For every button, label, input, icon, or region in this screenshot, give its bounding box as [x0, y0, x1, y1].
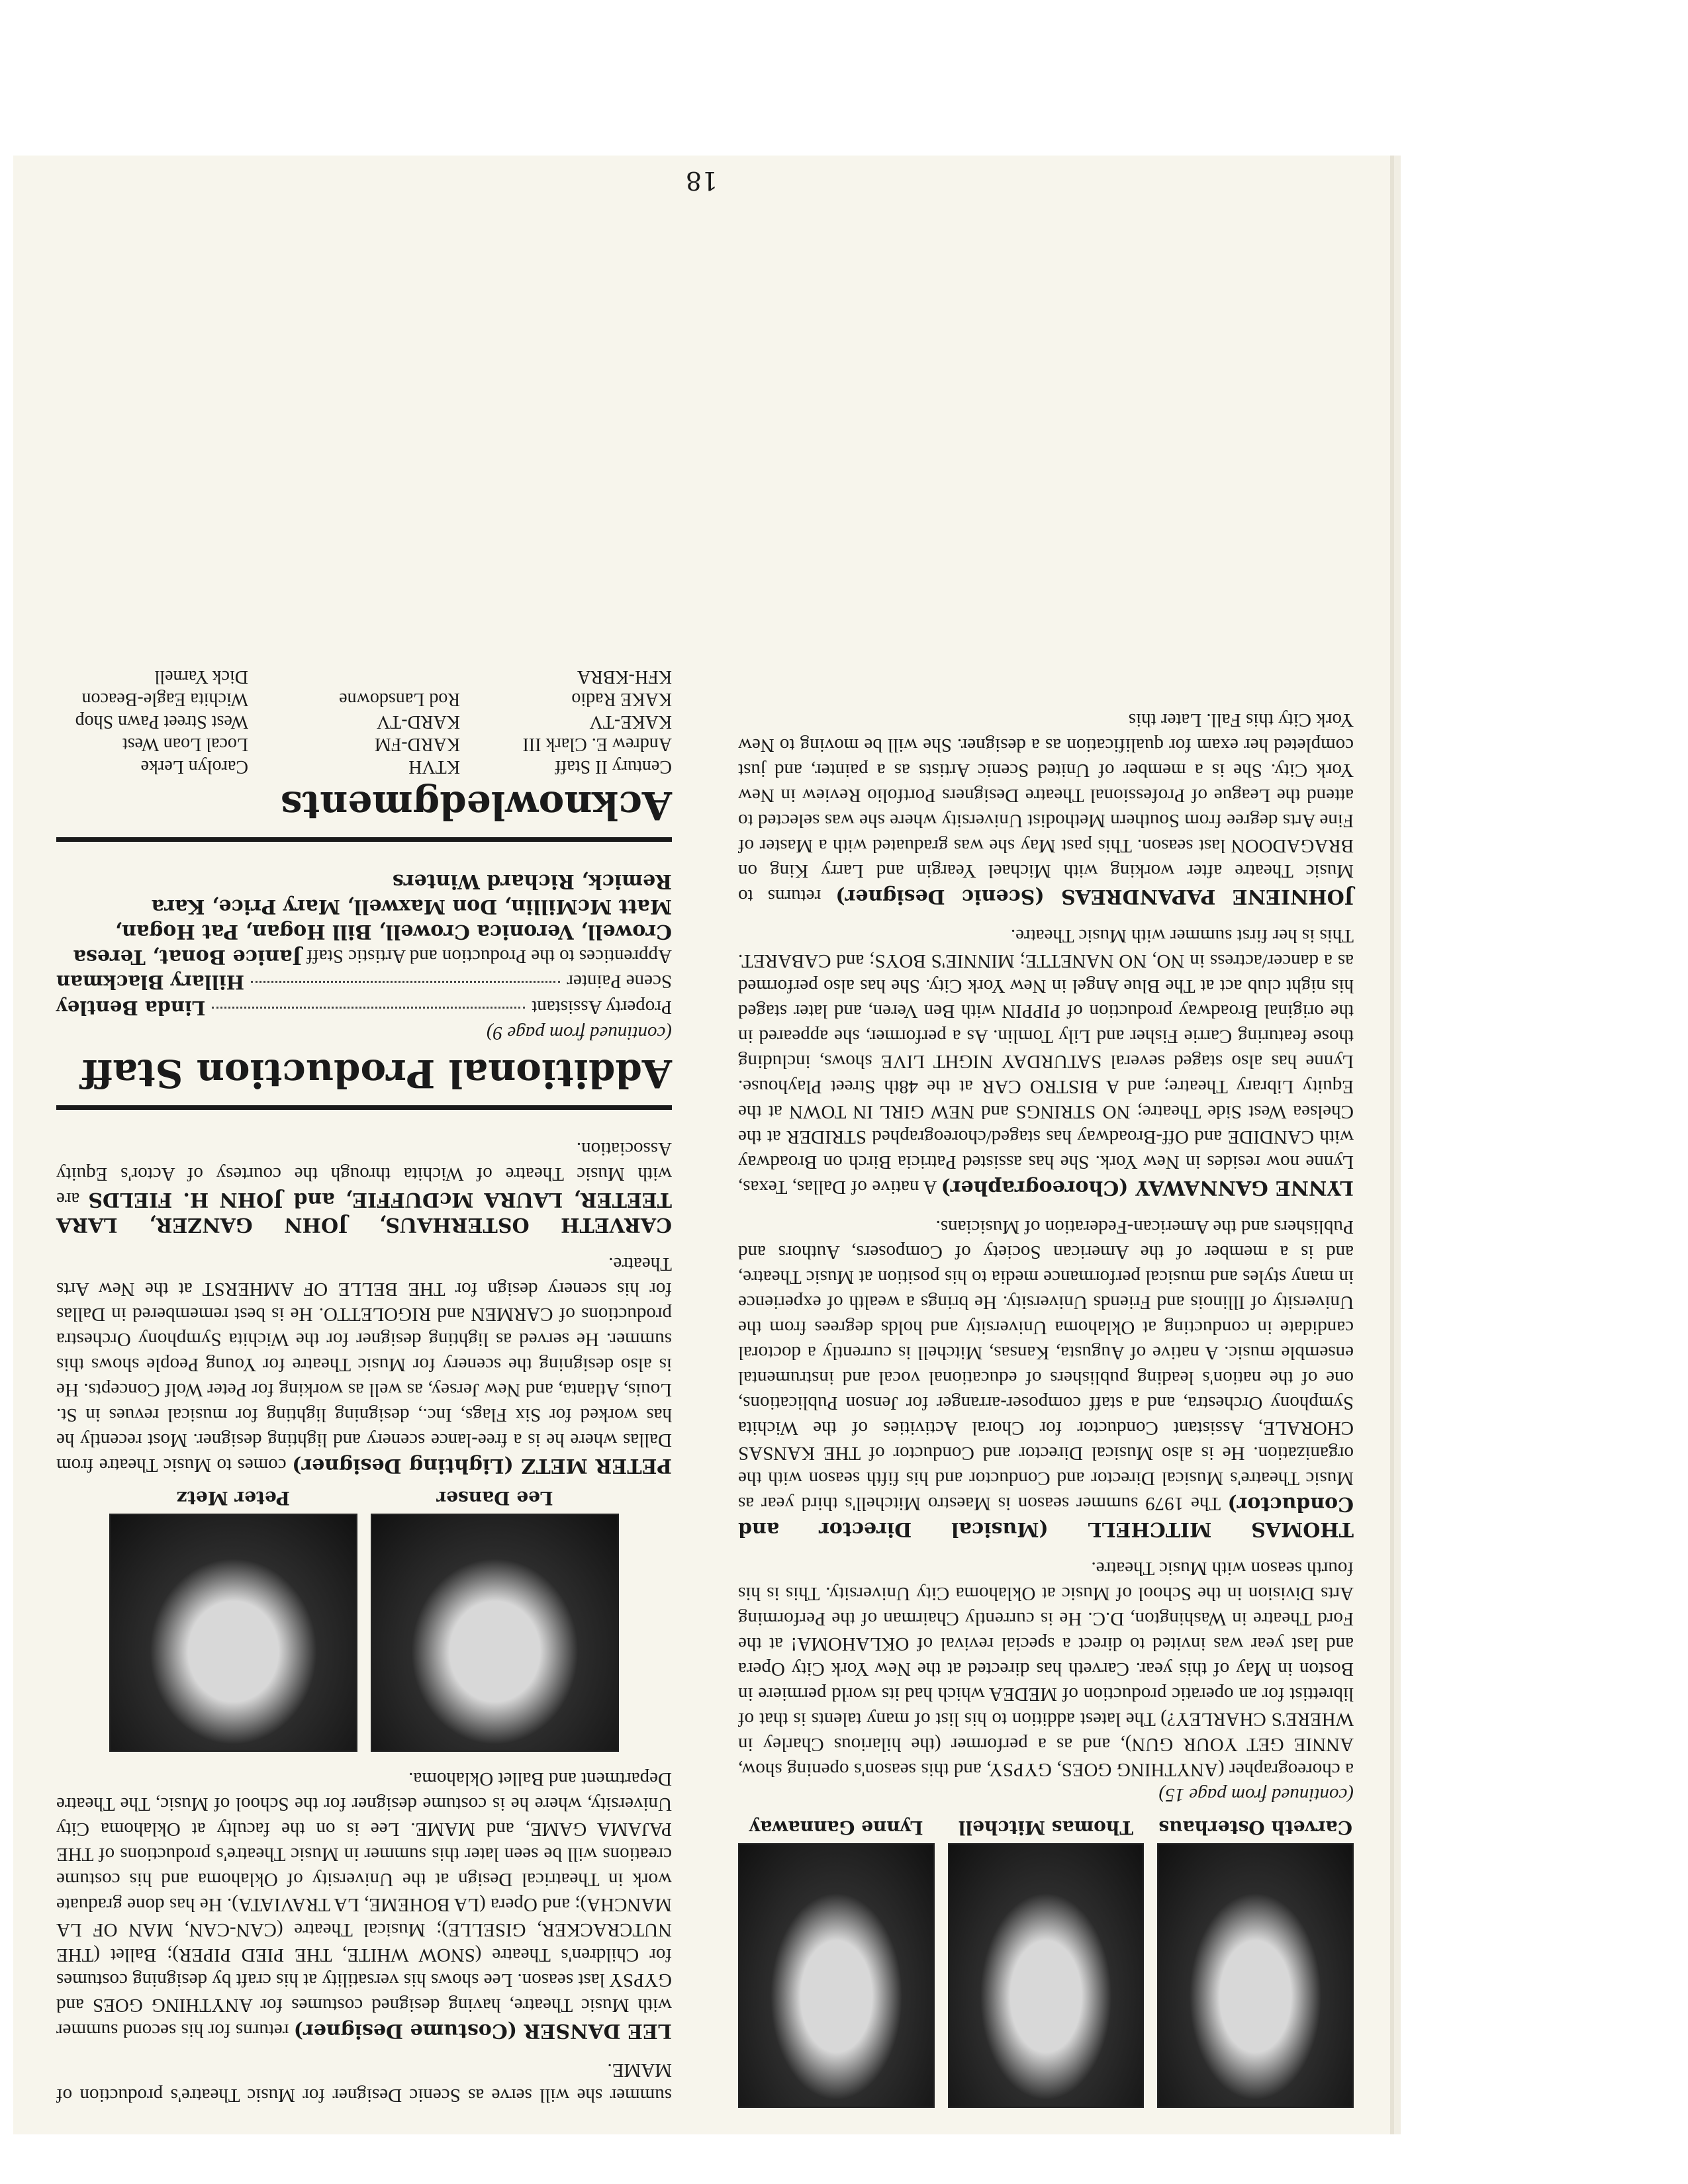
ack-item: Wichita Eagle-Beacon	[81, 689, 248, 709]
portrait-photo-icon	[109, 1514, 357, 1752]
ack-item: West Street Pawn Shop	[75, 711, 248, 732]
bio-text: returns for his second summer with Music Theatre, having designed costumes for ANYTHING GOES and GYPSY last season. Lee shows his versatility at his craft by designing costumes for Children's Theatre (SNOW WHITE, THE PIED PIPER); Ballet (THE NUTCRACKER, GISELLE); Musical Theatre (CAN-CAN, MAN OF LA MANCHA); and Opera (LA BOHEME, LA TRAVIATA). He has done graduate work in Theatrical Design at the University of Oklahoma and his costume creations will be seen later this summer in Music Theatre's productions of THE PAJAMA GAME, and MAME. Lee is on the faculty at Oklahoma City University, where he is costume designer for the School of Music, The Theatre Department and Ballet Oklahoma.	[56, 1768, 672, 2041]
bio-text: a choreographer (ANYTHING GOES, GYPSY, and this season's opening show, ANNIE GET YOUR GUN), and as a performer (the hilarious Charley in WHERE'S CHARLEY?) The latest addition to his list of many talents is that of librettist for an operatic production of MEDEA which had its world permiere in Boston in May of this year. Carveth has directed at the New York City Opera and last year was invited to direct a special revival of OKLAHOMA! at the Ford Theatre in Washington, D.C. He is currently Chairman of the Performing Arts Division in the School of Music at Oklahoma City University. This is his fourth season with Music Theatre.	[738, 1558, 1354, 1780]
leader-dots	[251, 981, 560, 983]
right-column	[56, 665, 672, 2108]
photo-carveth-osterhaus	[1157, 1817, 1354, 2108]
staff-role: Property Assistant	[532, 997, 672, 1018]
acknowledgments-list	[56, 665, 672, 778]
continued-note: (continued from page 9)	[486, 1023, 672, 1044]
equity-names: CARVETH OSTERHAUS, JOHN GANZER, LARA TEETER, LAURA McDUFFIE, and JOHN H. FIELDS	[56, 1188, 672, 1236]
ack-column-1	[480, 665, 672, 778]
portrait-photo-icon	[738, 1843, 935, 2108]
bio-text: comes to Music Theatre from Dallas where he is a free-lance scenery and lighting designer. Most recently he has worked for Six Flags, Inc., designing lighting for musical revues in St. Louis, Atlanta, and New Jersey, as well as working for Peter Wolf Concepts. He is also designing the scenery for Music Theatre for Young People shows this summer. He served as lighting designer for the Wichita Symphony Orchestra productions of CARMEN and RIGOLETTO. He is best remembered in Dallas for his scenery design for THE BELLE OF AMHERST at the New Arts Theatre.	[56, 1253, 672, 1476]
ack-item: KARD-TV	[377, 711, 460, 732]
bio-danser	[56, 1766, 672, 2043]
bio-text: returns to Music Theatre after working with Michael Yeargin and Larry King on BRAGADOON last season. This past May she was graduated with a Master of Fine Arts degree from Southern Methodist University where she was selected to attend the League of Professional Theatre Designers Portfolio Review in New York City. She is a member of United Scenic Artists as a painter, and just completed her exam for qualification as a designer. She will be moving to New York City this Fall. Later this	[737, 709, 1354, 907]
bio-papandreas	[738, 707, 1354, 909]
ack-item: Dick Yarnell	[154, 666, 248, 687]
portrait-photo-icon	[948, 1843, 1145, 2108]
photo-caption: Peter Metz	[177, 1487, 291, 1509]
photo-thomas-mitchell	[948, 1817, 1145, 2108]
acknowledgments-heading: Acknowledgments	[280, 783, 672, 828]
section-rule	[56, 1105, 672, 1110]
staff-name: Linda Bentley	[56, 997, 206, 1019]
page-content-rotated	[13, 156, 1390, 2134]
bio-name: JOHNIENE PAPANDREAS (Scenic Designer)	[835, 885, 1354, 908]
page-number: 18	[685, 166, 718, 195]
ack-item: KAKE Radio	[571, 689, 672, 709]
ack-item: Local Loan West	[122, 734, 248, 754]
photo-row-mid	[56, 1487, 672, 1752]
left-column	[738, 693, 1354, 2108]
photo-caption: Thomas Mitchell	[958, 1817, 1134, 1839]
leader-dots	[212, 1007, 525, 1009]
photo-lynne-gannaway	[738, 1817, 935, 2108]
staff-row	[56, 969, 672, 995]
photo-caption: Carveth Osterhaus	[1158, 1817, 1352, 1839]
continued-note: (continued from page 15)	[1158, 1784, 1354, 1805]
photo-row-top	[738, 1817, 1354, 2108]
ack-item: KTVH	[408, 756, 460, 777]
photo-lee-danser	[371, 1487, 619, 1752]
ack-item: Andrew E. Clark III	[522, 734, 672, 754]
staff-row	[56, 995, 672, 1021]
ack-column-2	[268, 665, 460, 778]
section-rule	[56, 837, 672, 842]
bio-metz	[56, 1251, 672, 1478]
staff-role: Scene Painter	[567, 971, 672, 992]
portrait-photo-icon	[1157, 1843, 1354, 2108]
additional-staff-heading: Additional Production Staff	[81, 1051, 672, 1096]
ack-item: KAKE-TV	[589, 711, 672, 732]
photo-caption: Lee Danser	[436, 1487, 553, 1509]
ack-item: KARD-FM	[374, 734, 460, 754]
ack-item: Carolyn Lerke	[140, 756, 248, 777]
photo-caption: Lynne Gannaway	[749, 1817, 923, 1839]
bio-name: LEE DANSER (Costume Designer)	[293, 2019, 672, 2042]
apprentices	[56, 868, 672, 969]
ack-item: Century II Staff	[555, 756, 672, 777]
ack-item: Rod Lansdowne	[339, 689, 460, 709]
program-page	[13, 156, 1394, 2134]
bio-text: A native of Dallas, Texas, Lynne now resides in New York. She has assisted Patricia Birch on Broadway with CANDIDE and Off-Broadway has staged/choreographed STRIDER at the Chelsea West Side Theatre; NO STRINGS and NEW GIRL IN TOWN at the Equity Library Theatre; and A BISTRO CAR at the 48th Street Playhouse. Lynne has also staged several SATURDAY NIGHT LIVE shows, including those featuring Carrie Fisher and Lily Tomlin. As a performer, she appeared in the original Broadway production of PIPPIN with Ben Veren, and later staged his night club act at The Blue Angel in New York City. She has also performed as a dancer/actress in NO, NO NANETTE; MINNIE'S BOYS; and CABARET. This is her first summer with Music Theatre.	[737, 925, 1354, 1198]
bio-name: PETER METZ (Lighting Designer)	[292, 1454, 672, 1477]
apprentices-names: Janice Bonat, Teresa Crowell, Veronica Crowell, Bill Hogan, Pat Hogan, Matt McMillin, Don Maxwell, Mary Price, Kara Remick, Richard Winters	[73, 870, 672, 968]
equity-note	[56, 1136, 672, 1237]
staff-name: Hillary Blackman	[56, 971, 245, 993]
bio-mitchell	[738, 1214, 1354, 1541]
bio-text: The 1979 summer season is Maestro Mitchell's third year as Music Theatre's Musical Director and Conductor and his fifth season with the organization. He is also Musical Director and Conductor of THE KANSAS CHORALE, Assistant Conductor for Choral Activities of the Wichita Symphony Orchestra, and a staff composer-arranger for Jenson Publications, one of the nation's leading publishers of educational vocal and instrumental ensemble music. A native of Augusta, Kansas, Mitchell is currently a doctoral candidate in conducting at Oklahoma University and holds degrees from the University of Illinois and Friends University. He brings a wealth of experience in many styles and musical performance media to his position at Music Theatre, and is a member of the American Society of Composers, Authors and Publishers and the American-Federation of Musicians.	[738, 1216, 1354, 1514]
ack-item: KFH-KBRA	[577, 666, 672, 687]
apprentices-label: Apprentices to the Production and Artistic Staff	[306, 946, 672, 967]
photo-peter-metz	[109, 1487, 357, 1752]
bio-papandreas-continued	[56, 2058, 672, 2108]
bio-name: THOMAS MITCHELL (Musical Director and Conductor)	[738, 1492, 1354, 1541]
bio-osterhaus-continued	[738, 1556, 1354, 1807]
equity-text: are with Music Theatre of Wichita through the courtesy of Actor's Equity Association.	[56, 1138, 672, 1210]
ack-column-3	[56, 665, 248, 778]
bio-name: LYNNE GANNAWAY (Choreographer)	[941, 1176, 1354, 1199]
bio-gannaway	[738, 923, 1354, 1200]
bio-text: summer she will serve as Scenic Designer for Music Theatre's production of MAME.	[56, 2060, 672, 2106]
additional-staff	[56, 868, 672, 1046]
portrait-photo-icon	[371, 1514, 619, 1752]
